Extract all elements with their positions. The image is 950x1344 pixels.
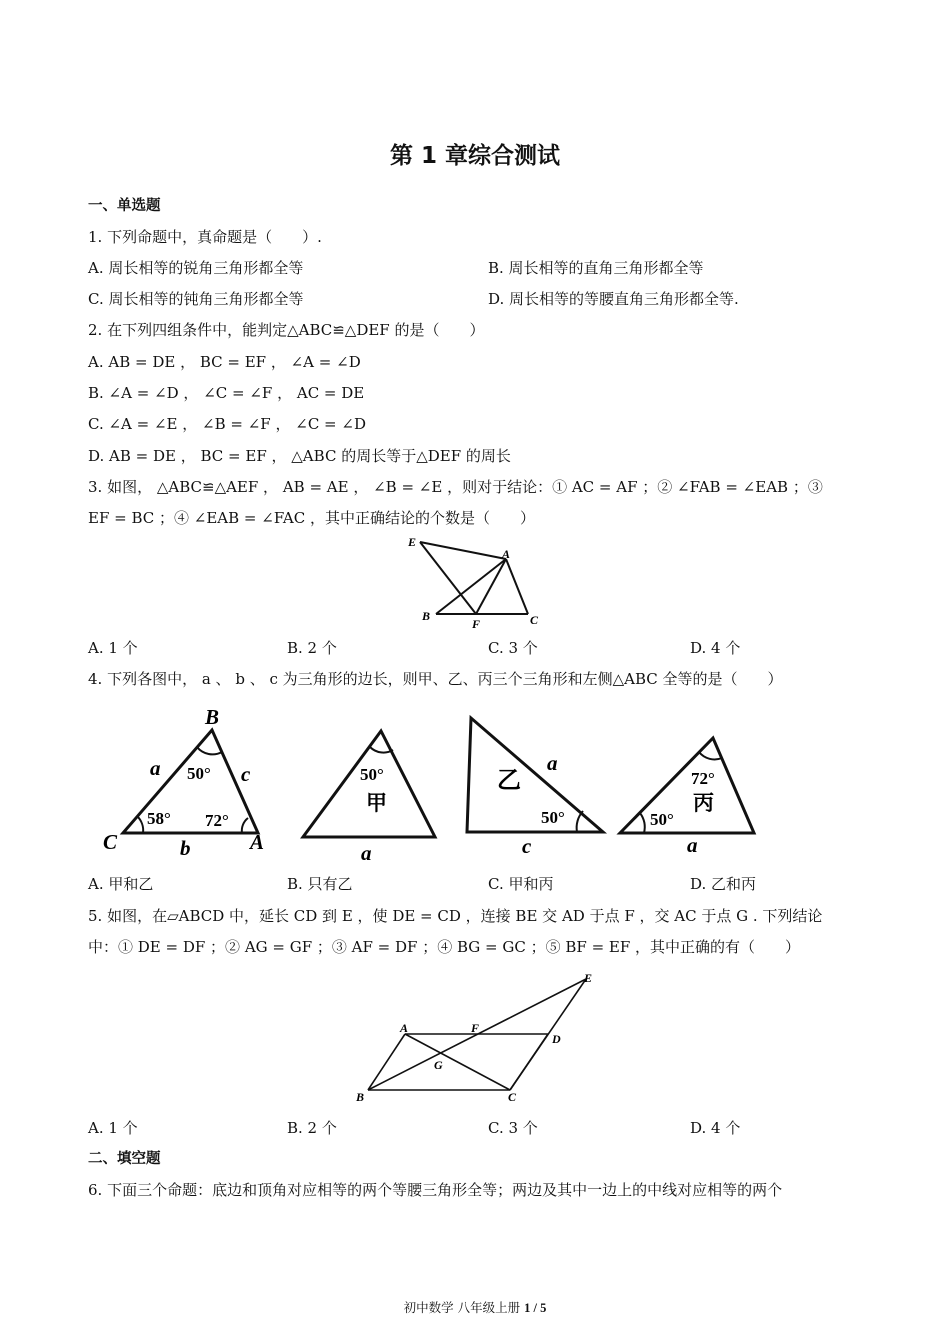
- fig4-yi-angle: 50°: [541, 808, 565, 827]
- question-1-option-c[interactable]: C. 周长相等的钝角三角形都全等: [88, 290, 304, 308]
- fig5-label-a: A: [400, 1021, 409, 1035]
- triangle-jia: [303, 731, 435, 837]
- question-4-option-a[interactable]: A. 甲和乙: [88, 875, 154, 893]
- fig4-yi-side-c: c: [522, 834, 532, 858]
- question-2-option-b[interactable]: B. ∠A = ∠D ， ∠C = ∠F ， AC = DE: [88, 384, 365, 402]
- question-3-stem-line-2: EF = BC ；④ ∠EAB = ∠FAC ，其中正确结论的个数是（ ）: [88, 509, 536, 527]
- fig4-label-a-vertex: A: [250, 830, 265, 854]
- question-1-option-d[interactable]: D. 周长相等的等腰直角三角形都全等.: [488, 290, 739, 308]
- section-heading-fill-in: 二、填空题: [88, 1151, 161, 1167]
- question-3-option-a[interactable]: A. 1 个: [88, 639, 138, 657]
- question-5-option-a[interactable]: A. 1 个: [88, 1119, 138, 1137]
- fig4-bing-angle-50: 50°: [650, 810, 674, 829]
- fig4-side-c: c: [241, 762, 251, 786]
- question-1-option-a[interactable]: A. 周长相等的锐角三角形都全等: [88, 259, 304, 277]
- question-2-option-c[interactable]: C. ∠A = ∠E ， ∠B = ∠F ， ∠C = ∠D: [88, 415, 366, 433]
- question-3-option-c[interactable]: C. 3 个: [488, 639, 538, 657]
- question-2-option-d[interactable]: D. AB = DE ， BC = EF ， △ABC 的周长等于△DEF 的周长: [88, 447, 511, 465]
- fig4-label-c: C: [103, 830, 118, 854]
- question-5-option-d[interactable]: D. 4 个: [690, 1119, 741, 1137]
- question-2-stem: 2. 在下列四组条件中，能判定△ABC≌△DEF 的是（ ）: [88, 321, 485, 339]
- question-4-stem: 4. 下列各图中， a 、 b 、 c 为三角形的边长，则甲、乙、丙三个三角形和左侧△ABC 全等的是（ ）: [88, 670, 783, 688]
- fig4-jia-label: 甲: [366, 791, 387, 815]
- fig5-label-f: F: [471, 1021, 480, 1035]
- question-1-stem: 1. 下列命题中，真命题是（ ）.: [88, 228, 322, 246]
- question-3-option-d[interactable]: D. 4 个: [690, 639, 741, 657]
- question-4-option-d[interactable]: D. 乙和丙: [690, 875, 757, 893]
- fig4-bing-side: a: [687, 833, 698, 857]
- fig4-angle-58: 58°: [147, 809, 171, 828]
- question-2-option-a[interactable]: A. AB = DE ， BC = EF ， ∠A = ∠D: [88, 353, 361, 371]
- question-5-stem-line-1: 5. 如图，在▱ABCD 中，延长 CD 到 E ，使 DE = CD ，连接 BE 交 AD 于点 F ，交 AC 于点 G . 下列结论: [88, 907, 823, 925]
- fig3-label-b: B: [422, 609, 431, 623]
- question-1-option-b[interactable]: B. 周长相等的直角三角形都全等: [488, 259, 704, 277]
- triangle-yi: [467, 718, 603, 832]
- fig4-yi-side-a: a: [547, 751, 558, 775]
- question-5-figure: [350, 966, 610, 1106]
- fig4-bing-angle-72: 72°: [691, 769, 715, 788]
- question-4-option-b[interactable]: B. 只有乙: [287, 875, 353, 893]
- fig4-side-a: a: [150, 756, 161, 780]
- question-5-option-b[interactable]: B. 2 个: [287, 1119, 337, 1137]
- fig5-label-d: D: [552, 1032, 561, 1046]
- question-3-figure: [400, 532, 550, 632]
- fig3-label-c: C: [530, 613, 539, 627]
- fig4-label-b: B: [205, 705, 220, 729]
- footer-page-number: 1 / 5: [524, 1301, 547, 1315]
- fig5-label-e: E: [584, 971, 593, 985]
- fig3-label-a: A: [502, 547, 511, 561]
- fig4-angle-50: 50°: [187, 764, 211, 783]
- question-4-option-c[interactable]: C. 甲和丙: [488, 875, 554, 893]
- fig3-label-f: F: [472, 617, 481, 631]
- question-3-stem-line-1: 3. 如图， △ABC≌△AEF ， AB = AE ， ∠B = ∠E ，则对于结论：① AC = AF ；② ∠FAB = ∠EAB ；③: [88, 478, 823, 496]
- fig3-label-e: E: [408, 535, 417, 549]
- fig4-angle-72: 72°: [205, 811, 229, 830]
- question-3-option-b[interactable]: B. 2 个: [287, 639, 337, 657]
- page-title: 第 1 章综合测试: [389, 143, 561, 169]
- fig5-label-c: C: [508, 1090, 517, 1104]
- fig4-jia-angle: 50°: [360, 765, 384, 784]
- fig5-label-g: G: [434, 1058, 443, 1072]
- question-5-stem-line-2: 中：① DE = DF ；② AG = GF ；③ AF = DF ；④ BG = GC ；⑤ BF = EF ，其中正确的有（ ）: [88, 938, 801, 956]
- page-footer: [0, 1298, 950, 1316]
- question-4-figures: [95, 700, 865, 865]
- fig5-label-b: B: [356, 1090, 365, 1104]
- question-5-option-c[interactable]: C. 3 个: [488, 1119, 538, 1137]
- fig4-bing-label: 丙: [693, 791, 714, 815]
- question-6-stem: 6. 下面三个命题：底边和顶角对应相等的两个等腰三角形全等；两边及其中一边上的中线对应相等的两个: [88, 1181, 783, 1199]
- section-heading-single-choice: 一、单选题: [88, 198, 161, 214]
- fig4-yi-label: 乙: [497, 766, 521, 794]
- fig4-jia-side: a: [361, 841, 372, 865]
- footer-text: 初中数学 八年级上册: [403, 1300, 521, 1315]
- triangle-bing: [620, 738, 754, 833]
- fig4-side-b: b: [180, 836, 191, 860]
